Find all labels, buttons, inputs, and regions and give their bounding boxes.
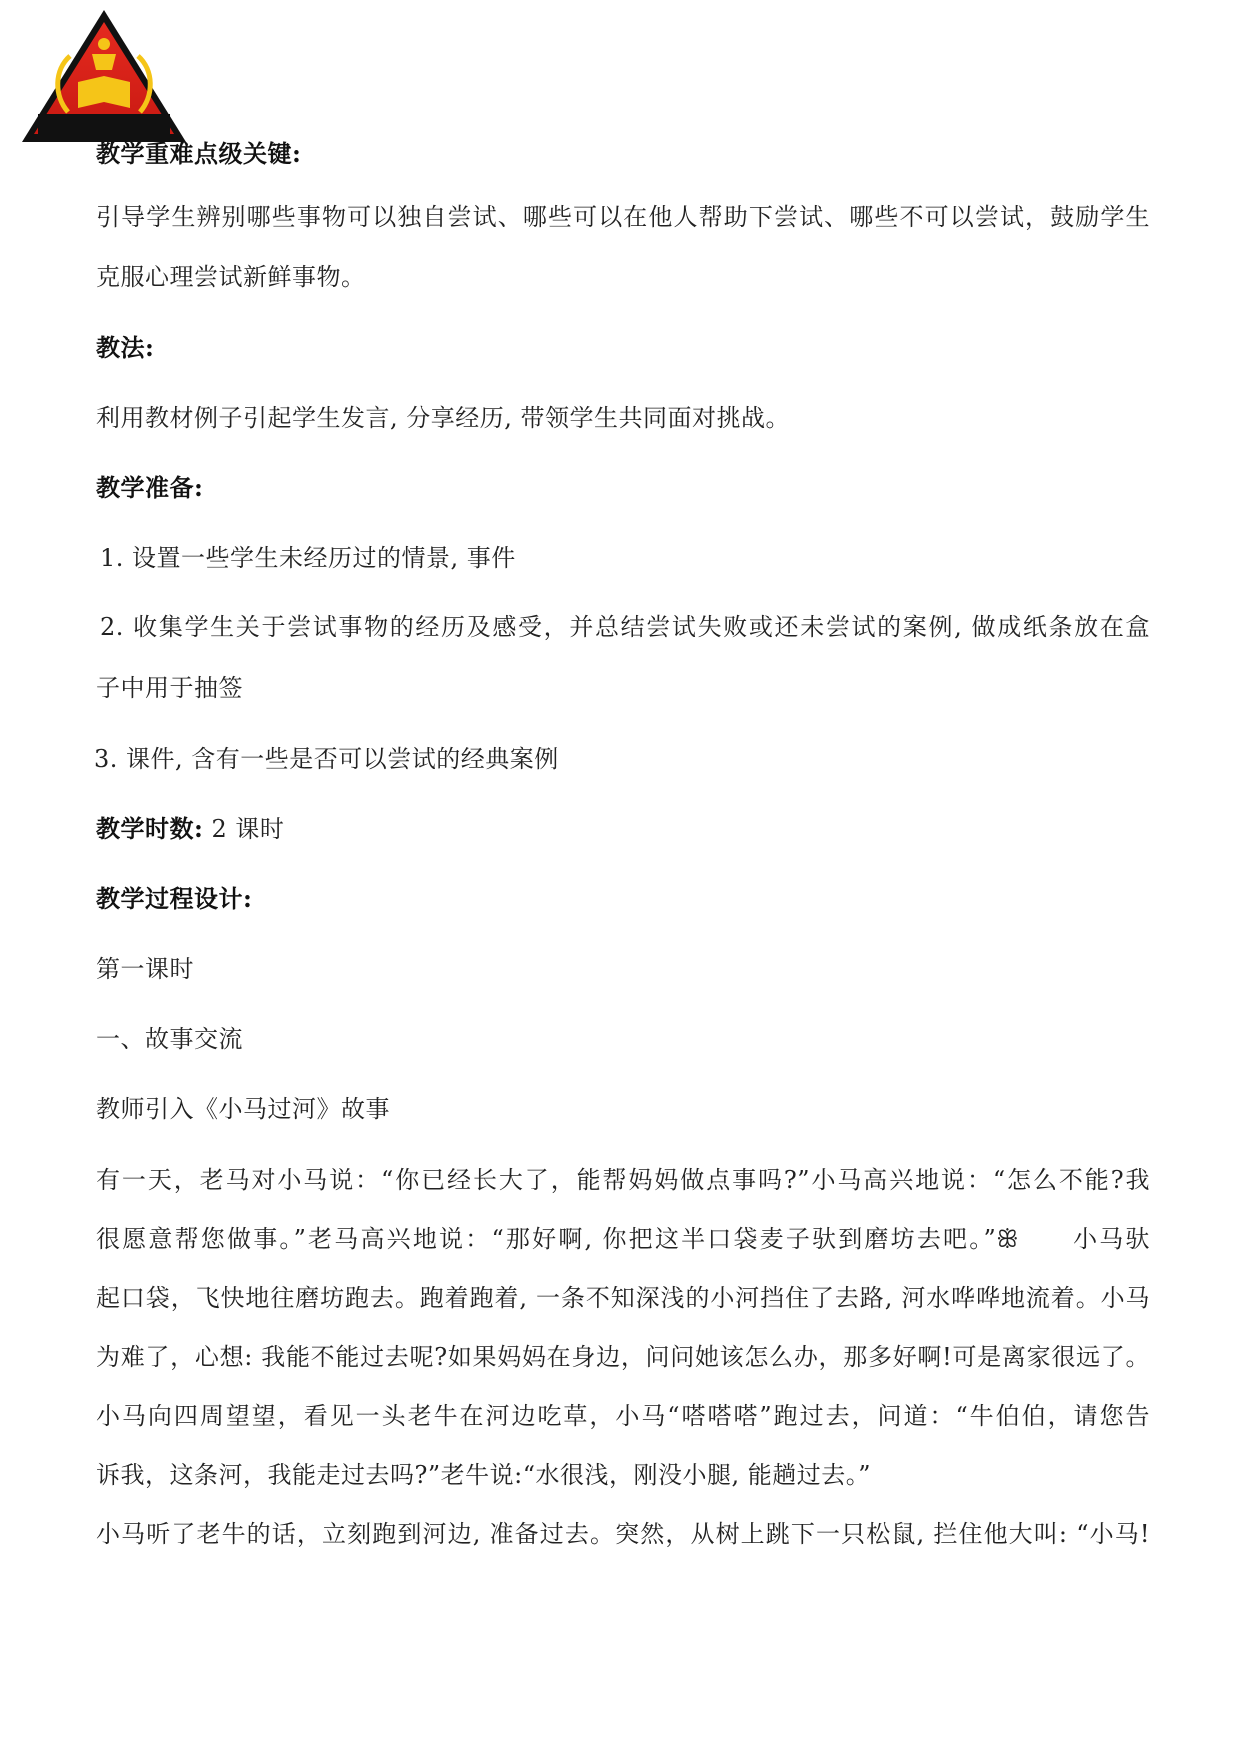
story-line-2: 很愿意帮您做事。”老马高兴地说：“那好啊, 你把这半口袋麦子驮到磨坊去吧。”ꕥ 小马驮 xyxy=(96,1225,1150,1253)
logo-band xyxy=(38,114,170,136)
key-points-line-1: 引导学生辨别哪些事物可以独自尝试、哪些可以在他人帮助下尝试、哪些不可以尝试，鼓励学生 xyxy=(96,203,1150,231)
prep-item-3: 3. 课件, 含有一些是否可以尝试的经典案例 xyxy=(94,745,559,773)
story-intro: 教师引入《小马过河》故事 xyxy=(96,1095,390,1123)
crown-icon xyxy=(92,54,116,70)
method-text: 利用教材例子引起学生发言, 分享经历, 带领学生共同面对挑战。 xyxy=(96,404,791,432)
story-line-3: 起口袋，飞快地往磨坊跑去。跑着跑着, 一条不知深浅的小河挡住了去路, 河水哗哗地流着。小马 xyxy=(96,1284,1150,1312)
process-title: 教学过程设计: xyxy=(96,884,253,913)
prep-item-2-line-2: 子中用于抽签 xyxy=(96,674,243,702)
part-one-title: 一、故事交流 xyxy=(96,1025,243,1053)
hours-value: 2 课时 xyxy=(211,815,285,843)
crown-jewel-icon xyxy=(98,38,110,50)
lesson-one: 第一课时 xyxy=(96,955,194,983)
story-line-7: 小马听了老牛的话，立刻跑到河边, 准备过去。突然，从树上跳下一只松鼠, 拦住他大叫: “小马! xyxy=(96,1520,1150,1548)
key-points-title: 教学重难点级关键: xyxy=(96,139,302,168)
prep-title: 教学准备: xyxy=(96,473,204,502)
story-line-1: 有一天，老马对小马说：“你已经长大了，能帮妈妈做点事吗?”小马高兴地说：“怎么不能?我 xyxy=(96,1166,1150,1194)
prep-item-1: 1. 设置一些学生未经历过的情景, 事件 xyxy=(100,544,516,572)
key-points-line-2: 克服心理尝试新鲜事物。 xyxy=(96,263,366,291)
school-logo xyxy=(20,8,188,144)
story-line-5: 小马向四周望望，看见一头老牛在河边吃草，小马“嗒嗒嗒”跑过去，问道：“牛伯伯，请您告 xyxy=(96,1402,1150,1430)
story-line-4: 为难了，心想: 我能不能过去呢?如果妈妈在身边，问问她该怎么办，那多好啊!可是离家很远了。 xyxy=(96,1343,1150,1371)
hours-label: 教学时数: xyxy=(96,814,204,843)
teaching-hours xyxy=(96,814,284,844)
method-title: 教法: xyxy=(96,333,155,362)
story-line-6: 诉我，这条河，我能走过去吗?”老牛说:“水很浅，刚没小腿, 能趟过去。” xyxy=(96,1461,872,1489)
prep-item-2-line-1: 2. 收集学生关于尝试事物的经历及感受，并总结尝试失败或还未尝试的案例, 做成纸条放在盒 xyxy=(100,613,1150,641)
